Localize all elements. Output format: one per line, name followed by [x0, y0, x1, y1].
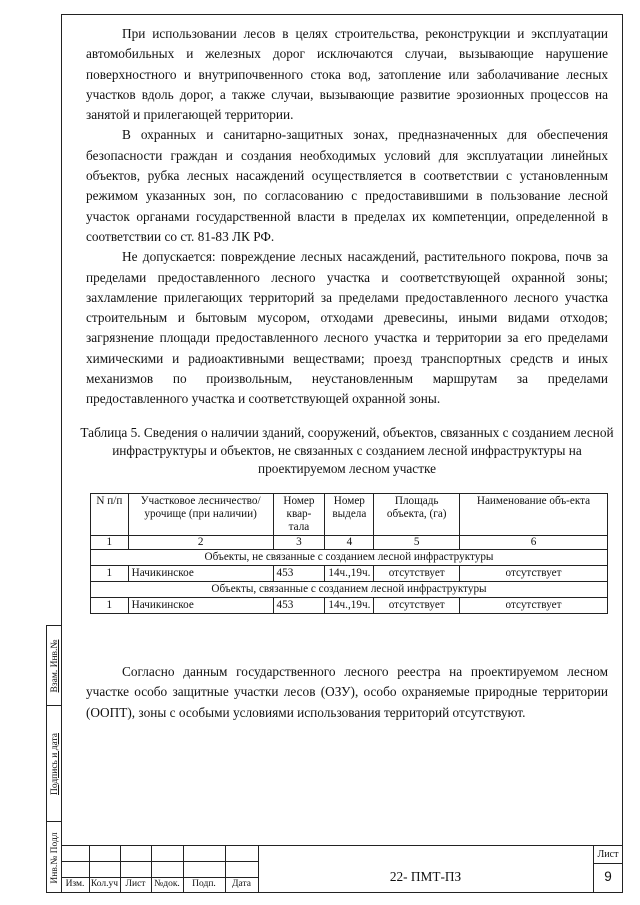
paragraph-3: Не допускается: повреждение лесных насаждений, растительного покрова, почв за пределами предоставленного лесного участка и соответствующей охранной зоны; захламление прилегающих территорий за пределами предоставленного лесного участка строительным и бытовым мусором, отходами древесины, иными видами отходов; загрязнение площади предоставленного лесного участка и территории за его пределами химическими и радиоактивными веществами; проезд транспортных средств и иных механизмов по произвольным, неустановленным маршрутам за пределами предоставленного участка и соответствующей охранной зоны.: [86, 249, 608, 407]
tb-podp-label: Подп.: [192, 879, 216, 889]
table-cell: отсутствует: [374, 566, 460, 582]
stamp-cell-vzam: [47, 626, 62, 706]
table-section-row: [91, 582, 608, 598]
table-column-numbers: [91, 536, 608, 550]
table-cell: Начикинское: [128, 598, 273, 614]
tb-ndok-label: №док.: [154, 879, 180, 889]
stamp-label-podpis: Подпись и дата: [49, 732, 60, 795]
final-text: [86, 662, 608, 723]
header-cell: Номер выдела: [325, 494, 374, 536]
stamp-label-vzam: Взам. Инв.№: [49, 639, 60, 692]
margin-stamp: [46, 625, 61, 893]
table-cell: 14ч.,19ч.: [325, 598, 374, 614]
header-cell: Площадь объекта, (га): [374, 494, 460, 536]
section-title: Объекты, связанные с созданием лесной инфраструктуры: [91, 582, 608, 598]
table-cell: 14ч.,19ч.: [325, 566, 374, 582]
tb-list-label: Лист: [125, 879, 146, 889]
body-text: [86, 24, 608, 410]
paragraph-2: В охранных и санитарно-защитных зонах, предназначенных для обеспечения безопасности граждан и создания необходимых условий для эксплуатации линейных объектов, рубка лесных насаждений осуществляется в соответствии с установленным режимом указанных зон, по согласованию с предоставившими в пользование лесной участок органами государственной власти в пределах их компетенции, определенной в соответствии со ст. 81-83 ЛК РФ.: [86, 127, 608, 244]
table-row: [91, 566, 608, 582]
sheet-label: Лист: [597, 849, 619, 860]
table-cell: отсутствует: [460, 598, 608, 614]
col-number: 1: [91, 536, 129, 550]
sheet-number: 9: [604, 869, 612, 884]
stamp-cell-podpis: [47, 706, 62, 822]
section-title: Объекты, не связанные с созданием лесной инфраструктуры: [91, 550, 608, 566]
table-cell: 453: [273, 598, 325, 614]
title-block: [61, 845, 623, 893]
objects-table: [90, 493, 608, 614]
col-number: 2: [128, 536, 273, 550]
table-section-row: [91, 550, 608, 566]
table-header-row: [91, 494, 608, 536]
paragraph-1: При использовании лесов в целях строительства, реконструкции и эксплуатации автомобильных и железных дорог исключаются случаи, вызывающие нарушение поверхностного и внутрипочвенного стока вод, затопление или заболачивание лесных участков вдоль дорог, а также случаи, вызывающие развитие эрозионных процессов на занятой и прилегающей территории.: [86, 26, 608, 123]
table-cell: 1: [91, 598, 129, 614]
col-number: 4: [325, 536, 374, 550]
header-cell: N п/п: [91, 494, 129, 536]
document-code: 22- ПМТ-ПЗ: [389, 869, 462, 884]
stamp-label-inv: Инв.№ Подл: [49, 832, 60, 884]
tb-data-label: Дата: [232, 879, 251, 889]
table-cell: Начикинское: [128, 566, 273, 582]
table-cell: отсутствует: [460, 566, 608, 582]
table-cell: отсутствует: [374, 598, 460, 614]
header-cell: Номер квар-тала: [273, 494, 325, 536]
tb-izm-label: Изм.: [65, 879, 85, 889]
table-cell: 1: [91, 566, 129, 582]
header-cell: Участковое лесничество/ урочище (при наличии): [128, 494, 273, 536]
col-number: 6: [460, 536, 608, 550]
col-number: 3: [273, 536, 325, 550]
table-row: [91, 598, 608, 614]
header-cell: Наименование объ-екта: [460, 494, 608, 536]
table-cell: 453: [273, 566, 325, 582]
tb-kol-label: Кол.уч: [90, 879, 119, 889]
table-caption: Таблица 5. Сведения о наличии зданий, сооружений, объектов, связанных с созданием лесной инфраструктуры и объектов, не связанных с созданием лесной инфраструктуры на проектируемом лесном участке: [80, 425, 614, 477]
col-number: 5: [374, 536, 460, 550]
paragraph-final: Согласно данным государственного лесного реестра на проектируемом лесном участке особо защитные участки лесов (ОЗУ), особо охраняемые природные территории (ООПТ), зоны с особыми условиями использования территорий отсутствуют.: [86, 664, 608, 720]
stamp-cell-inv: [47, 822, 62, 894]
